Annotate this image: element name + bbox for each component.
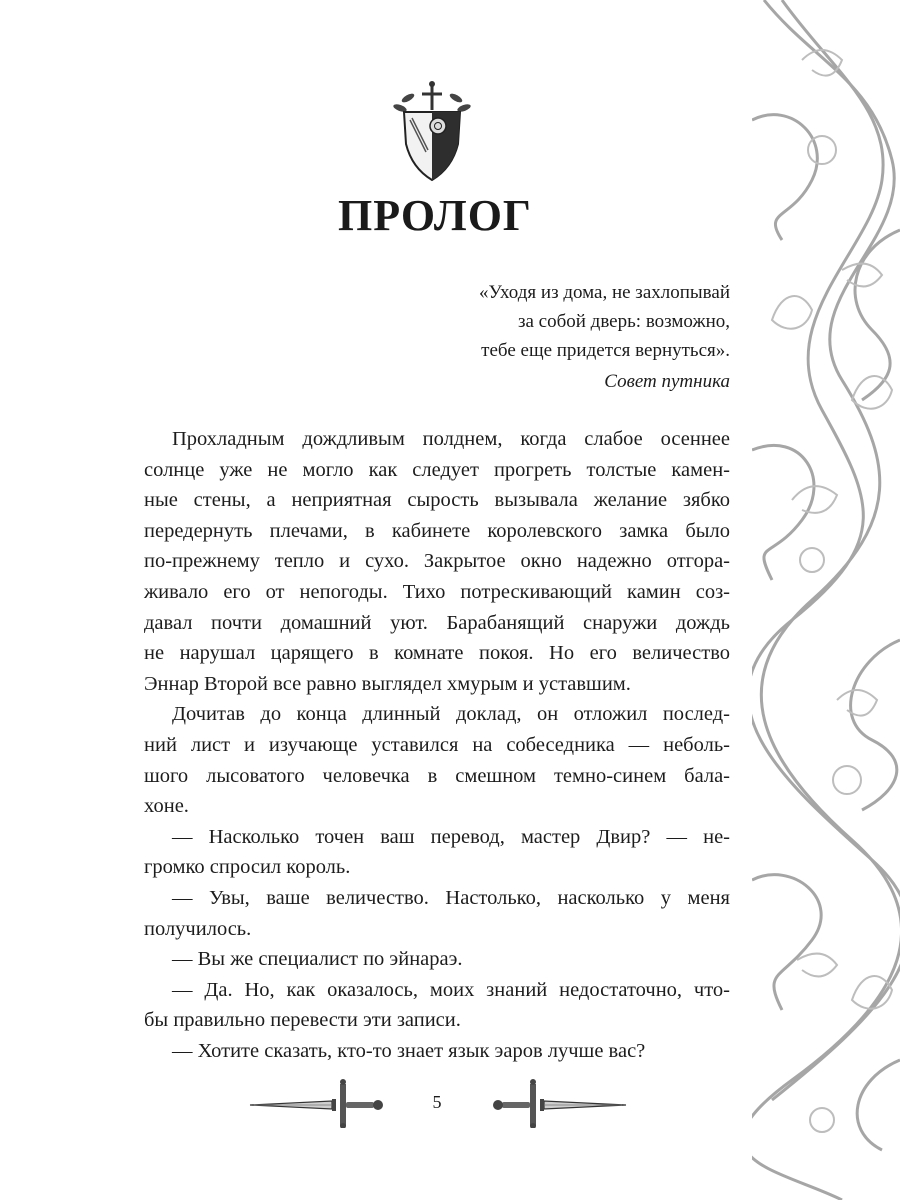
text-line: по-прежнему тепло и сухо. Закрытое окно надежно отгора-: [144, 550, 730, 573]
body-text: [144, 424, 730, 1066]
epigraph-line: «Уходя из дома, не захлопывай: [478, 282, 730, 303]
text-line: бы правильно перевести эти записи.: [144, 1009, 461, 1032]
text-line: Прохладным дождливым полднем, когда слабое осеннее: [172, 428, 730, 450]
text-line: — Хотите сказать, кто-то знает язык эаров лучше вас?: [172, 1039, 646, 1062]
crest-shield-sword-icon: [382, 80, 482, 184]
epigraph: [310, 278, 730, 396]
epigraph-source: Совет путника: [604, 371, 730, 392]
text-line: шого лысоватого человечка в смешном темно-синем бала-: [144, 764, 730, 787]
text-line: — Да. Но, как оказалось, моих знаний недостаточно, что-: [172, 978, 730, 1001]
text-line: ний лист и изучающе уставился на собеседника — неболь-: [144, 733, 730, 756]
text-line: передернуть плечами, в кабинете королевского замка было: [144, 519, 730, 542]
text-line: — Насколько точен ваш перевод, мастер Двир? — не-: [172, 825, 730, 848]
text-line: живало его от непогоды. Тихо потрескивающий камин соз-: [144, 580, 730, 603]
text-line: — Увы, ваше величество. Настолько, насколько у меня: [172, 886, 730, 909]
text-line: хоне.: [144, 795, 189, 818]
text-line: солнце уже не могло как следует прогреть толстые камен-: [144, 458, 730, 481]
text-line: получилось.: [144, 917, 252, 940]
text-line: Дочитав до конца длинный доклад, он отложил послед-: [172, 703, 730, 726]
epigraph-line: тебе еще придется вернуться».: [481, 340, 730, 361]
epigraph-line: за собой дверь: возможно,: [517, 311, 730, 332]
text-line: громко спросил король.: [144, 856, 351, 879]
text-line: не нарушал царящего в комнате покоя. Но его величество: [144, 642, 730, 665]
text-line: давал почти домашний уют. Барабанящий снаружи дождь: [144, 611, 730, 634]
text-line: Эннар Второй все равно выглядел хмурым и уставшим.: [144, 672, 631, 695]
sword-icon: [250, 1079, 383, 1128]
page-number: 5: [432, 1092, 442, 1112]
text-line: ные стены, а неприятная сырость вызывала желание зябко: [144, 489, 730, 512]
floral-ornament-border: [752, 0, 900, 1200]
chapter-title: ПРОЛОГ: [338, 191, 532, 240]
sword-icon: [493, 1079, 626, 1128]
text-line: — Вы же специалист по эйнараэ.: [172, 948, 463, 971]
